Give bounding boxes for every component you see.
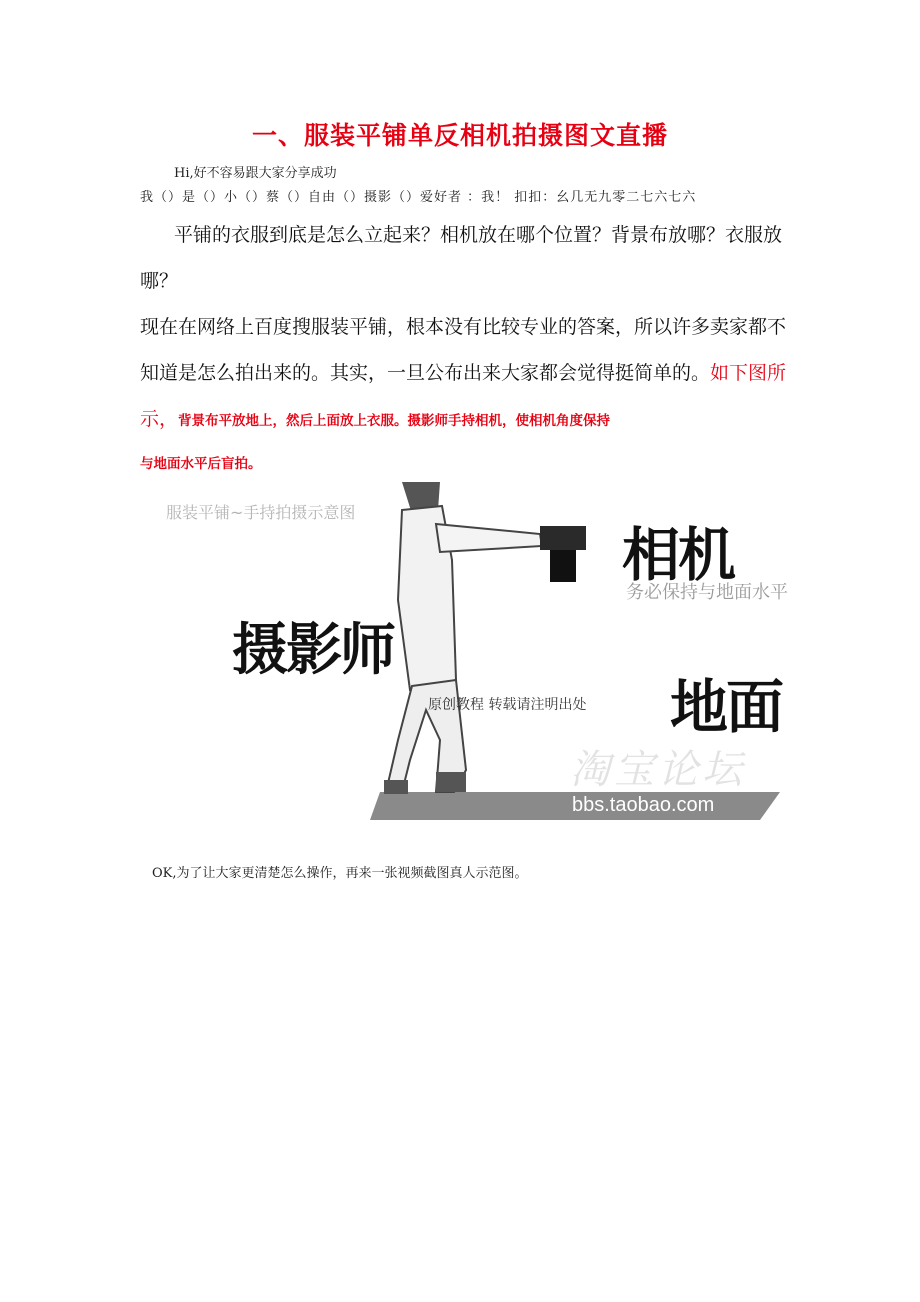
- camera-lens: [550, 550, 576, 582]
- label-camera-sub: 务必保持与地面水平: [626, 582, 788, 603]
- paragraph-questions: 平铺的衣服到底是怎么立起来？相机放在哪个位置？背景布放哪？衣服放哪？: [140, 224, 783, 292]
- label-camera: 相机: [622, 521, 735, 589]
- person-arm: [436, 524, 542, 552]
- document-title: 一、服装平铺单反相机拍摄图文直播: [251, 121, 668, 150]
- camera-body: [540, 526, 586, 550]
- highlight-small-2: 与地面水平后盲拍。: [140, 456, 262, 472]
- label-photographer: 摄影师: [232, 618, 394, 683]
- author-intro: 我（）是（）小（）蔡（）自由（）摄影（）爱好者 ：我！ 扣扣：幺几无九零二七六七六: [140, 190, 697, 205]
- illustration-figure: [140, 480, 820, 825]
- closing-text: OK,为了让大家更清楚怎么操作，再来一张视频截图真人示范图。: [152, 866, 528, 881]
- watermark-url: bbs.taobao.com: [572, 794, 715, 816]
- person-shoe-left: [384, 780, 408, 794]
- person-shoe-right: [436, 772, 466, 792]
- greeting-text: Hi,好不容易跟大家分享成功: [174, 166, 337, 181]
- watermark-logo: 淘宝论坛: [570, 747, 746, 793]
- figure-credit: 原创教程 转载请注明出处: [428, 697, 587, 713]
- highlight-small-1: 背景布平放地上，然后上面放上衣服。摄影师手持相机，使相机角度保持: [178, 413, 611, 429]
- label-ground: 地面: [670, 673, 783, 741]
- paragraph-explanation-text: 现在在网络上百度搜服装平铺，根本没有比较专业的答案，所以许多卖家都不知道是怎么拍出来的。其实，一旦公布出来大家都会觉得挺简单的。: [140, 316, 787, 384]
- highlight-big: 如下图所示，: [140, 362, 787, 430]
- figure-caption: 服装平铺~手持拍摄示意图: [166, 503, 356, 522]
- paragraph-explanation: [140, 304, 790, 444]
